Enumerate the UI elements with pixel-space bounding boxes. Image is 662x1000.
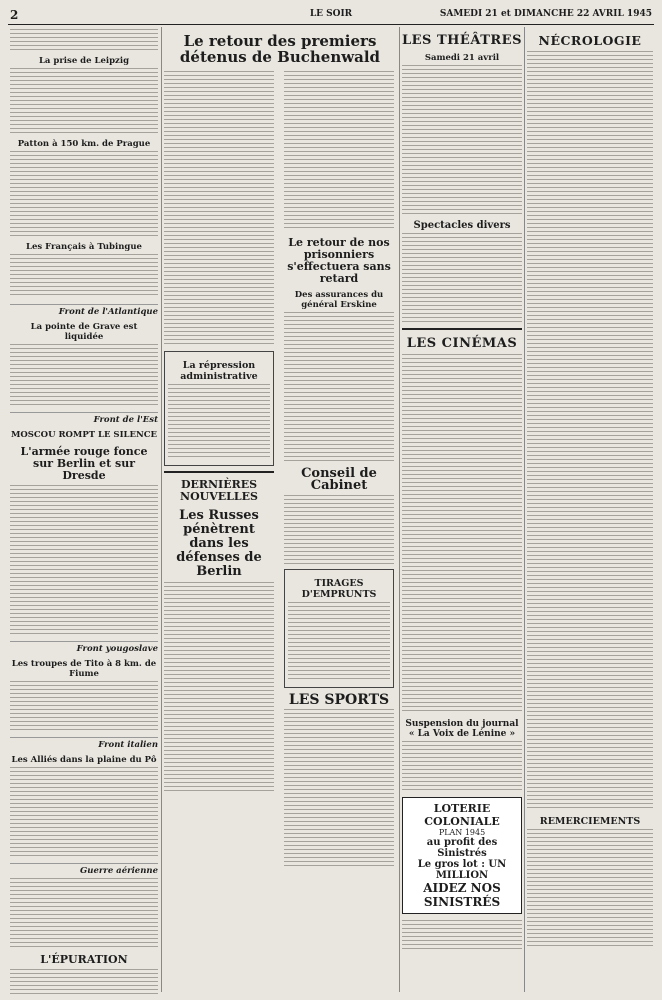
loterie-plan: PLAN 1945: [438, 828, 486, 837]
text-block: [10, 969, 158, 994]
headline-tito: Les troupes de Tito à 8 km. de Fiume: [11, 659, 157, 679]
column-war-news: [10, 27, 158, 994]
text-block: [10, 29, 158, 51]
text-block: [10, 151, 158, 237]
loterie-slogan: AIDEZ NOS SINISTRÉS: [423, 881, 501, 909]
column-obituaries: [527, 27, 653, 994]
paper-title: LE SOIR: [309, 9, 353, 19]
subcolumn: [164, 69, 274, 794]
text-block: [527, 829, 653, 949]
headline-prisonniers: Le retour de nos prisonniers s'effectuera sans retard: [287, 236, 391, 285]
text-block: [10, 485, 158, 635]
text-block: [402, 65, 522, 215]
kicker-italie: Front italien: [10, 737, 158, 750]
headline-assurances: Des assurances du général Erskine: [294, 290, 384, 310]
loterie-jackpot: Le gros lot : UN MILLION: [417, 859, 507, 881]
text-block: [10, 254, 158, 298]
divider: [402, 328, 522, 330]
tirages-box: [284, 569, 394, 688]
headline-leipzig: La prise de Leipzig: [38, 56, 130, 66]
kicker-yougoslave: Front yougoslave: [10, 641, 158, 654]
text-block: [288, 602, 390, 682]
divider: [164, 471, 274, 473]
headline-po: Les Alliés dans la plaine du Pô: [11, 755, 157, 765]
headline-tirages: TIRAGES D'EMPRUNTS: [301, 578, 377, 600]
page-number: 2: [10, 8, 19, 22]
text-block: [402, 233, 522, 323]
headline-repression: La répression administrative: [180, 360, 258, 382]
column-rule: [399, 27, 400, 992]
headline-cinemas: LES CINÉMAS: [406, 336, 518, 351]
column-entertainment: [402, 27, 522, 994]
headline-sports: LES SPORTS: [288, 692, 390, 708]
masthead: [8, 6, 654, 25]
headline-suspension: Suspension du journal « La Voix de Lénine »: [405, 719, 519, 739]
text-block: [10, 68, 158, 134]
text-block: [402, 354, 522, 714]
headline-theatres: LES THÉÂTRES: [402, 33, 522, 48]
text-block: [10, 878, 158, 948]
loterie-ad: [402, 797, 522, 914]
headline-tubingue: Les Français à Tubingue: [26, 242, 142, 252]
text-block: [10, 767, 158, 857]
headline-armee-rouge: L'armée rouge fonce sur Berlin et sur Dresde: [20, 445, 148, 482]
column-main-news: [164, 27, 396, 994]
kicker-atlantique: Front de l'Atlantique: [10, 304, 158, 317]
headline-dernieres: DERNIÈRES NOUVELLES: [180, 478, 258, 503]
headline-remerciements: REMERCIEMENTS: [539, 816, 641, 827]
text-block: [164, 582, 274, 792]
column-rule: [524, 27, 525, 992]
text-block: [527, 51, 653, 811]
kicker-est: Front de l'Est: [10, 412, 158, 425]
text-block: [284, 709, 394, 869]
subheading-date: Samedi 21 avril: [424, 53, 500, 63]
kicker-aerienne: Guerre aérienne: [10, 863, 158, 876]
headline-conseil: Conseil de Cabinet: [301, 466, 377, 493]
headline-prague: Patton à 150 km. de Prague: [17, 139, 151, 149]
headline-grave: La pointe de Grave est liquidée: [30, 322, 138, 342]
text-block: [284, 312, 394, 462]
issue-date: SAMEDI 21 et DIMANCHE 22 AVRIL 1945: [439, 9, 652, 19]
headline-epuration: L'ÉPURATION: [40, 953, 128, 966]
text-block: [10, 681, 158, 731]
headline-buchenwald: Le retour des premiers détenus de Buchenwald: [179, 32, 381, 66]
loterie-title: LOTERIE COLONIALE: [424, 802, 500, 828]
repression-box: [164, 351, 274, 466]
text-block: [168, 384, 270, 460]
text-block: [402, 920, 522, 950]
text-block: [164, 71, 274, 347]
headline-russes: Les Russes pénètrent dans les défenses de Berlin: [176, 508, 262, 579]
text-block: [10, 344, 158, 406]
headline-moscou-silence: MOSCOU ROMPT LE SILENCE: [10, 430, 158, 440]
column-rule: [161, 27, 162, 992]
text-block: [284, 495, 394, 565]
text-block: [284, 71, 394, 231]
subcolumn: [284, 69, 394, 871]
loterie-purpose: au profit des Sinistrés: [426, 837, 498, 859]
headline-spectacles: Spectacles divers: [413, 220, 511, 231]
headline-necrologie: NÉCROLOGIE: [538, 33, 642, 48]
text-block: [402, 741, 522, 791]
